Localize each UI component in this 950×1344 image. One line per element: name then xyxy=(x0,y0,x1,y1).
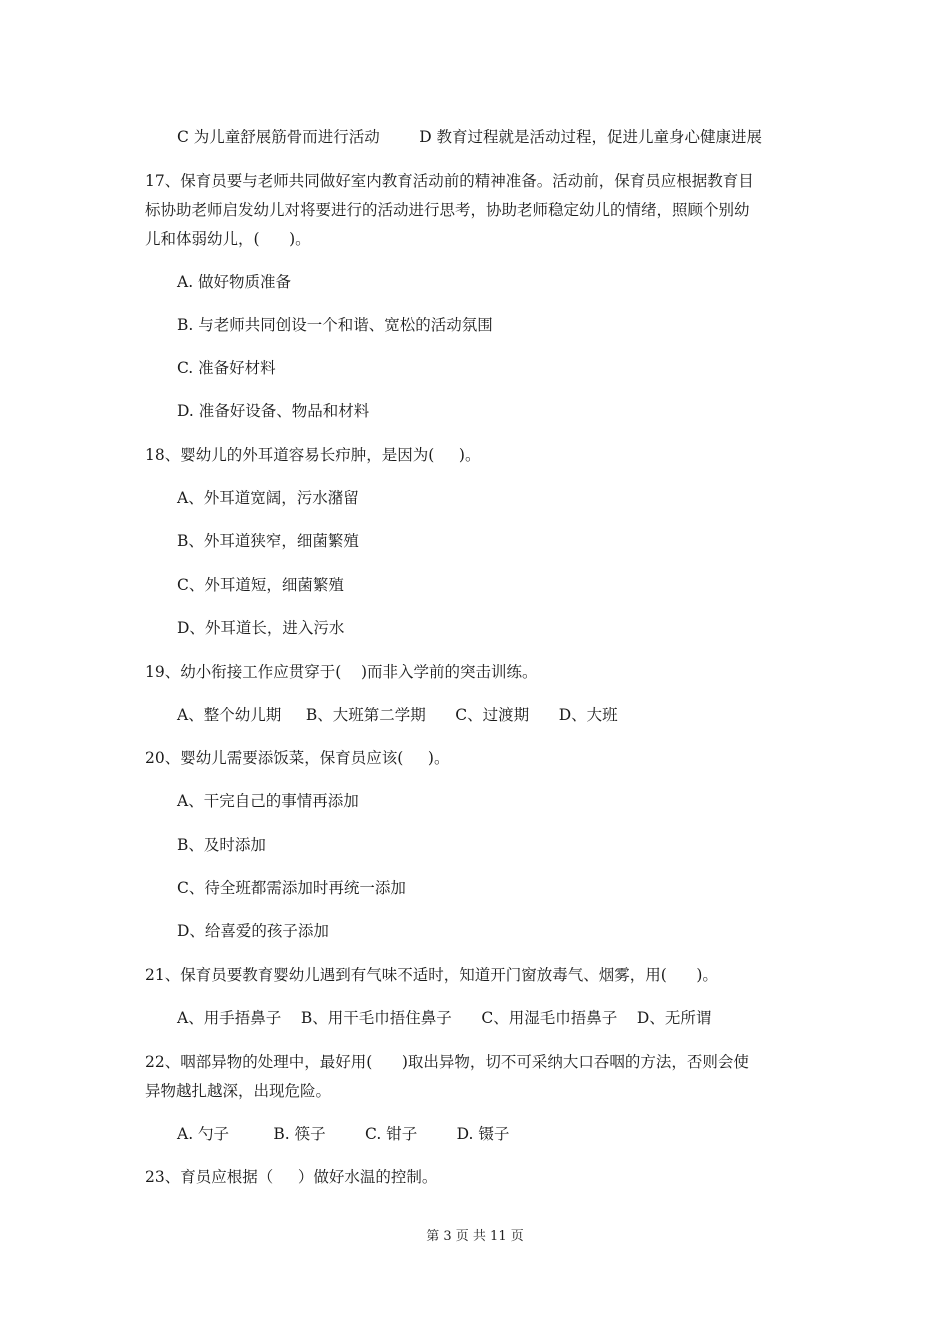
option-b: B. 与老师共同创设一个和谐、宽松的活动氛围 xyxy=(177,316,493,334)
option-d: D. 准备好设备、物品和材料 xyxy=(177,402,370,420)
options-row: A、整个幼儿期 B、大班第二学期 C、过渡期 D、大班 xyxy=(177,706,618,724)
option-d: D、给喜爱的孩子添加 xyxy=(177,922,329,940)
question-20: 20、婴幼儿需要添饭菜，保育员应该( )。 xyxy=(145,749,450,767)
options-row: A、用手捂鼻子 B、用干毛巾捂住鼻子 C、用湿毛巾捂鼻子 D、无所谓 xyxy=(177,1009,712,1027)
option-d: D、外耳道长，进入污水 xyxy=(177,619,345,637)
option-c: C、待全班都需添加时再统一添加 xyxy=(177,879,406,897)
question-22-cont: 异物越扎越深，出现危险。 xyxy=(145,1082,332,1100)
question-23: 23、育员应根据（ ）做好水温的控制。 xyxy=(145,1168,438,1186)
option-line: C 为儿童舒展筋骨而进行活动 D 教育过程就是活动过程，促进儿童身心健康进展 xyxy=(177,128,763,146)
question-19: 19、幼小衔接工作应贯穿于( )而非入学前的突击训练。 xyxy=(145,663,538,681)
question-21: 21、保育员要教育婴幼儿遇到有气味不适时，知道开门窗放毒气、烟雾，用( )。 xyxy=(145,966,718,984)
option-a: A. 做好物质准备 xyxy=(177,273,292,291)
page-footer: 第 3 页 共 11 页 xyxy=(426,1229,524,1244)
option-b: B、及时添加 xyxy=(177,836,266,854)
options-row: A. 勺子 B. 筷子 C. 钳子 D. 镊子 xyxy=(177,1125,510,1143)
question-17-cont: 儿和体弱幼儿，( )。 xyxy=(145,230,311,248)
question-22: 22、咽部异物的处理中，最好用( )取出异物，切不可采纳大口吞咽的方法，否则会使 xyxy=(145,1053,749,1071)
question-17: 17、保育员要与老师共同做好室内教育活动前的精神准备。活动前，保育员应根据教育目 xyxy=(145,172,754,190)
option-a: A、干完自己的事情再添加 xyxy=(177,792,359,810)
question-18: 18、婴幼儿的外耳道容易长疖肿，是因为( )。 xyxy=(145,446,481,464)
option-c: C、外耳道短，细菌繁殖 xyxy=(177,576,344,594)
option-b: B、外耳道狭窄，细菌繁殖 xyxy=(177,532,359,550)
option-c: C. 准备好材料 xyxy=(177,359,276,377)
option-a: A、外耳道宽阔，污水潴留 xyxy=(177,489,359,507)
question-17-cont: 标协助老师启发幼儿对将要进行的活动进行思考，协助老师稳定幼儿的情绪，照顾个别幼 xyxy=(145,201,750,219)
